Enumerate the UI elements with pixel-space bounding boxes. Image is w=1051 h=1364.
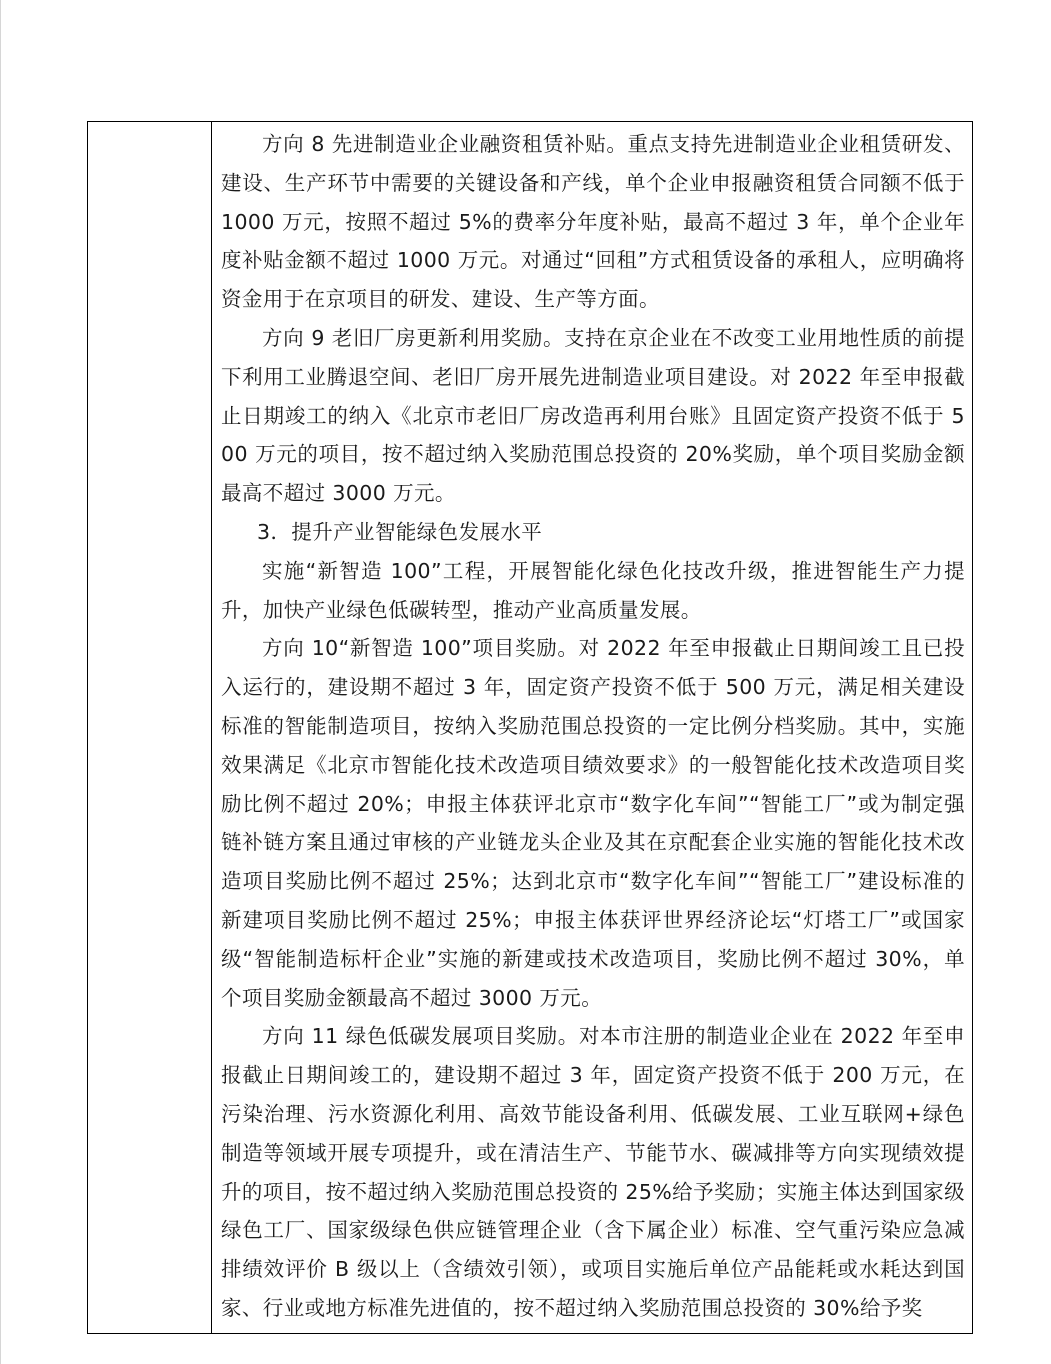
content-cell — [221, 125, 965, 1328]
content-table — [87, 121, 973, 1334]
paragraph-direction-9: 方向 9 老旧厂房更新利用奖励。支持在京企业在不改变工业用地性质的前提下利用工业腾退空间、老旧厂房开展先进制造业项目建设。对 2022 年至申报截止日期竣工的纳入《北京市老旧厂房改造再利用台账》且固定资产投资不低于 500 万元的项目，按不超过纳入奖励范围总投资的 20%奖励，单个项目奖励金额最高不超过 3000 万元。 — [221, 325, 965, 506]
label-cell — [88, 122, 212, 1333]
page-edge-line — [0, 0, 1, 1364]
paragraph-direction-10: 方向 10“新智造 100”项目奖励。对 2022 年至申报截止日期间竣工且已投入运行的，建设期不超过 3 年，固定资产投资不低于 500 万元，满足相关建设标准的智能制造项目，按纳入奖励范围总投资的一定比例分档奖励。其中，实施效果满足《北京市智能化技术改造项目绩效要求》的一般智能化技术改造项目奖励比例不超过 20%；申报主体获评北京市“数字化车间”“智能工厂”或为制定强链补链方案且通过审核的产业链龙头企业及其在京配套企业实施的智能化技术改造项目奖励比例不超过 25%；达到北京市“数字化车间”“智能工厂”建设标准的新建项目奖励比例不超过 25%；申报主体获评世界经济论坛“灯塔工厂”或国家级“智能制造标杆企业”实施的新建或技术改造项目，奖励比例不超过 30%，单个项目奖励金额最高不超过 3000 万元。 — [221, 636, 965, 1010]
paragraph-direction-11: 方向 11 绿色低碳发展项目奖励。对本市注册的制造业企业在 2022 年至申报截止日期间竣工的，建设期不超过 3 年，固定资产投资不低于 200 万元，在污染治理、污水资源化利用、高效节能设备利用、低碳发展、工业互联网+绿色制造等领域开展专项提升，或在清洁生产、节能节水、碳减排等方向实现绩效提升的项目，按不超过纳入奖励范围总投资的 25%给予奖励；实施主体达到国家级绿色工厂、国家级绿色供应链管理企业（含下属企业）标准、空气重污染应急减排绩效评价 B 级以上（含绩效引领），或项目实施后单位产品能耗或水耗达到国家、行业或地方标准先进值的，按不超过纳入奖励范围总投资的 30%给予奖 — [221, 1024, 965, 1320]
paragraph-direction-8: 方向 8 先进制造业企业融资租赁补贴。重点支持先进制造业企业租赁研发、建设、生产环节中需要的关键设备和产线，单个企业申报融资租赁合同额不低于 1000 万元，按照不超过 5%的费率分年度补贴，最高不超过 3 年，单个企业年度补贴金额不超过 1000 万元。对通过“回租”方式租赁设备的承租人，应明确将资金用于在京项目的研发、建设、生产等方面。 — [221, 132, 965, 312]
section-heading-3: 3．提升产业智能绿色发展水平 — [257, 519, 543, 544]
paragraph-intro-new-smart-manufacturing: 实施“新智造 100”工程，开展智能化绿色化技改升级，推进智能生产力提升，加快产业绿色低碳转型，推动产业高质量发展。 — [221, 558, 965, 622]
